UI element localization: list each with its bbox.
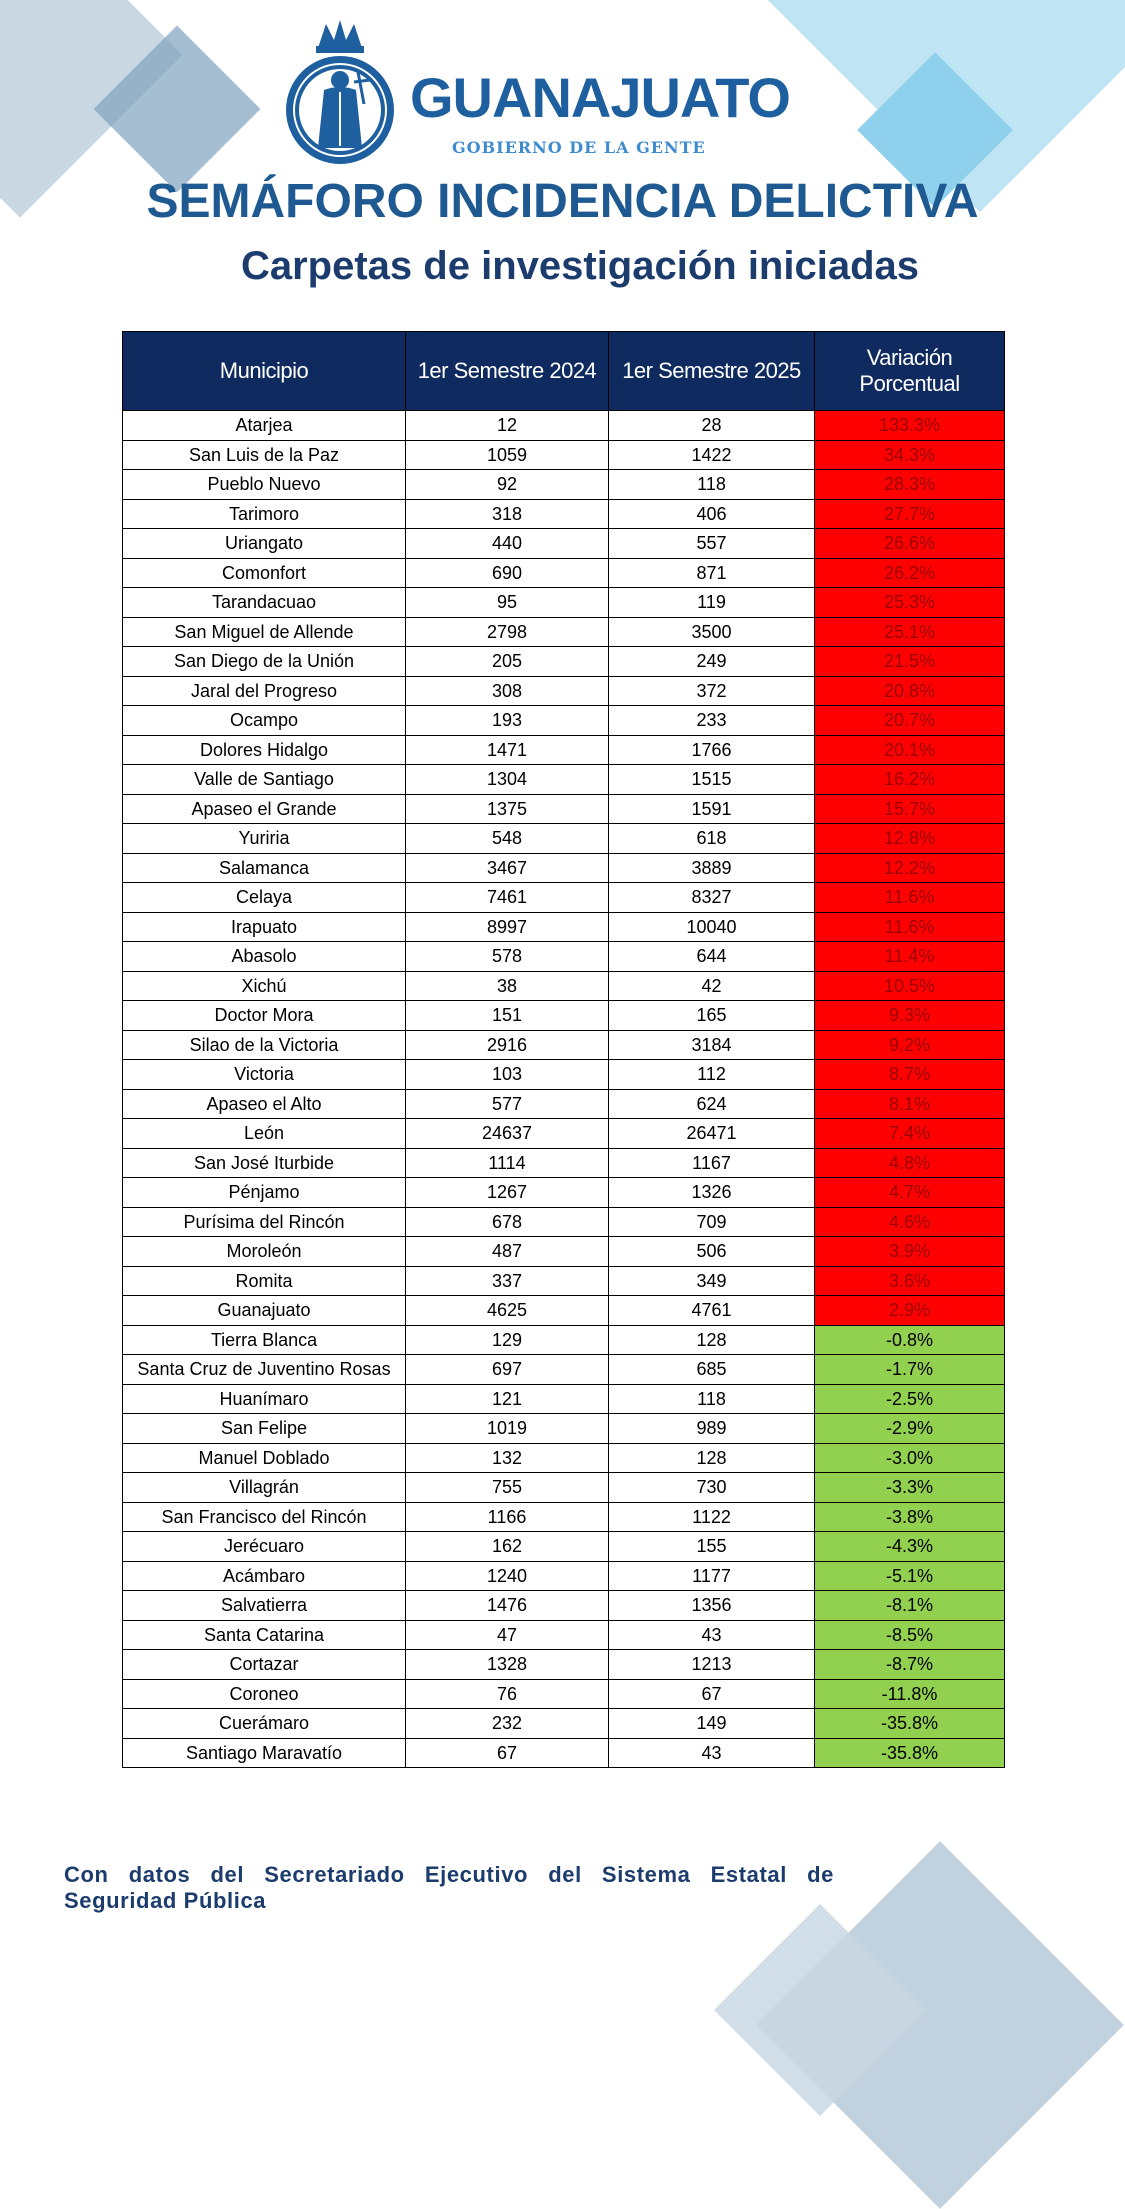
municipio-cell: Manuel Doblado: [123, 1443, 406, 1473]
table-row: [123, 1473, 1005, 1503]
municipio-cell: Salamanca: [123, 853, 406, 883]
variacion-cell: 11.6%: [815, 912, 1005, 942]
table-row: [123, 824, 1005, 854]
semestre-2025-cell: 128: [609, 1325, 815, 1355]
variacion-cell: -8.1%: [815, 1591, 1005, 1621]
table-row: [123, 1178, 1005, 1208]
table-row: [123, 942, 1005, 972]
table-row: [123, 588, 1005, 618]
table-row: [123, 706, 1005, 736]
table-row: [123, 647, 1005, 677]
variacion-cell: 25.3%: [815, 588, 1005, 618]
semestre-2024-cell: 2798: [406, 617, 609, 647]
semestre-2024-cell: 1114: [406, 1148, 609, 1178]
semestre-2024-cell: 1375: [406, 794, 609, 824]
variacion-cell: 133.3%: [815, 411, 1005, 441]
semestre-2025-cell: 249: [609, 647, 815, 677]
semestre-2024-cell: 578: [406, 942, 609, 972]
variacion-cell: 26.2%: [815, 558, 1005, 588]
semestre-2025-cell: 1766: [609, 735, 815, 765]
table-row: [123, 676, 1005, 706]
variacion-cell: -5.1%: [815, 1561, 1005, 1591]
table-row: [123, 883, 1005, 913]
variacion-cell: 20.7%: [815, 706, 1005, 736]
table-row: [123, 1001, 1005, 1031]
semestre-2024-cell: 8997: [406, 912, 609, 942]
variacion-cell: 27.7%: [815, 499, 1005, 529]
table-row: [123, 1296, 1005, 1326]
semestre-2024-cell: 162: [406, 1532, 609, 1562]
semestre-2025-cell: 644: [609, 942, 815, 972]
municipio-cell: Moroleón: [123, 1237, 406, 1267]
variacion-cell: 20.8%: [815, 676, 1005, 706]
semestre-2024-cell: 95: [406, 588, 609, 618]
municipio-cell: Jaral del Progreso: [123, 676, 406, 706]
municipio-cell: Cuerámaro: [123, 1709, 406, 1739]
variacion-cell: -3.3%: [815, 1473, 1005, 1503]
municipio-cell: Dolores Hidalgo: [123, 735, 406, 765]
variacion-cell: 8.1%: [815, 1089, 1005, 1119]
variacion-cell: -11.8%: [815, 1679, 1005, 1709]
semestre-2025-cell: 709: [609, 1207, 815, 1237]
table-row: [123, 1384, 1005, 1414]
page-title: SEMÁFORO INCIDENCIA DELICTIVA: [146, 175, 979, 228]
variacion-cell: 3.9%: [815, 1237, 1005, 1267]
municipio-cell: Silao de la Victoria: [123, 1030, 406, 1060]
table-row: [123, 1119, 1005, 1149]
semestre-2024-cell: 129: [406, 1325, 609, 1355]
semestre-2025-cell: 42: [609, 971, 815, 1001]
table-row: [123, 1709, 1005, 1739]
semestre-2025-cell: 155: [609, 1532, 815, 1562]
table-row: [123, 735, 1005, 765]
semestre-2025-cell: 3500: [609, 617, 815, 647]
municipio-cell: Villagrán: [123, 1473, 406, 1503]
semestre-2024-cell: 2916: [406, 1030, 609, 1060]
semestre-2024-cell: 1059: [406, 440, 609, 470]
page-subtitle: Carpetas de investigación iniciadas: [240, 244, 920, 288]
semestre-2025-cell: 618: [609, 824, 815, 854]
semestre-2025-cell: 624: [609, 1089, 815, 1119]
municipio-cell: Abasolo: [123, 942, 406, 972]
semestre-2024-cell: 1304: [406, 765, 609, 795]
semestre-2025-cell: 1591: [609, 794, 815, 824]
municipio-cell: Tierra Blanca: [123, 1325, 406, 1355]
semestre-2024-cell: 24637: [406, 1119, 609, 1149]
semestre-2024-cell: 1166: [406, 1502, 609, 1532]
semestre-2024-cell: 1328: [406, 1650, 609, 1680]
semestre-2024-cell: 308: [406, 676, 609, 706]
semestre-2025-cell: 3184: [609, 1030, 815, 1060]
table-row: [123, 1325, 1005, 1355]
variacion-cell: -3.8%: [815, 1502, 1005, 1532]
table-row: [123, 529, 1005, 559]
semestre-2024-cell: 1267: [406, 1178, 609, 1208]
variacion-cell: 28.3%: [815, 470, 1005, 500]
semestre-2025-cell: 1515: [609, 765, 815, 795]
table-row: [123, 1207, 1005, 1237]
table-row: [123, 1266, 1005, 1296]
semestre-2025-cell: 165: [609, 1001, 815, 1031]
table-row: [123, 1443, 1005, 1473]
source-note: Con datos del Secretariado Ejecutivo del Sistema Estatal de Seguridad Pública: [64, 1862, 834, 1913]
table-row: [123, 1650, 1005, 1680]
variacion-cell: -4.3%: [815, 1532, 1005, 1562]
semestre-2024-cell: 121: [406, 1384, 609, 1414]
semestre-2025-cell: 871: [609, 558, 815, 588]
municipio-cell: San Francisco del Rincón: [123, 1502, 406, 1532]
municipio-cell: Santiago Maravatío: [123, 1738, 406, 1768]
municipio-cell: Pueblo Nuevo: [123, 470, 406, 500]
semestre-2024-cell: 132: [406, 1443, 609, 1473]
table-row: [123, 1148, 1005, 1178]
semestre-2024-cell: 690: [406, 558, 609, 588]
municipio-cell: Coroneo: [123, 1679, 406, 1709]
semestre-2025-cell: 233: [609, 706, 815, 736]
semestre-2025-cell: 1122: [609, 1502, 815, 1532]
table-row: [123, 1089, 1005, 1119]
variacion-cell: 12.8%: [815, 824, 1005, 854]
variacion-cell: -35.8%: [815, 1738, 1005, 1768]
municipio-cell: Ocampo: [123, 706, 406, 736]
municipio-cell: Apaseo el Alto: [123, 1089, 406, 1119]
municipio-cell: Santa Catarina: [123, 1620, 406, 1650]
table-row: [123, 1679, 1005, 1709]
semestre-2024-cell: 318: [406, 499, 609, 529]
table-row: [123, 411, 1005, 441]
semestre-2025-cell: 1213: [609, 1650, 815, 1680]
table-row: [123, 1561, 1005, 1591]
variacion-cell: 9.2%: [815, 1030, 1005, 1060]
table-row: [123, 765, 1005, 795]
table-row: [123, 1030, 1005, 1060]
semestre-2025-cell: 557: [609, 529, 815, 559]
municipio-cell: Apaseo el Grande: [123, 794, 406, 824]
table-row: [123, 440, 1005, 470]
semestre-2024-cell: 67: [406, 1738, 609, 1768]
semestre-2024-cell: 4625: [406, 1296, 609, 1326]
variacion-cell: 11.4%: [815, 942, 1005, 972]
semestre-2024-cell: 755: [406, 1473, 609, 1503]
semestre-2025-cell: 4761: [609, 1296, 815, 1326]
municipio-cell: San José Iturbide: [123, 1148, 406, 1178]
variacion-cell: 11.6%: [815, 883, 1005, 913]
municipio-cell: Santa Cruz de Juventino Rosas: [123, 1355, 406, 1385]
table-row: [123, 1414, 1005, 1444]
semestre-2025-cell: 3889: [609, 853, 815, 883]
semestre-2024-cell: 3467: [406, 853, 609, 883]
table-row: [123, 558, 1005, 588]
variacion-cell: -1.7%: [815, 1355, 1005, 1385]
municipio-cell: Comonfort: [123, 558, 406, 588]
semestre-2024-cell: 1019: [406, 1414, 609, 1444]
table-row: [123, 1591, 1005, 1621]
municipio-cell: Valle de Santiago: [123, 765, 406, 795]
semestre-2024-cell: 487: [406, 1237, 609, 1267]
semestre-2025-cell: 149: [609, 1709, 815, 1739]
municipio-cell: Uriangato: [123, 529, 406, 559]
semestre-2025-cell: 406: [609, 499, 815, 529]
variacion-cell: 34.3%: [815, 440, 1005, 470]
semestre-2024-cell: 193: [406, 706, 609, 736]
variacion-cell: 20.1%: [815, 735, 1005, 765]
variacion-cell: 10.5%: [815, 971, 1005, 1001]
semestre-2024-cell: 697: [406, 1355, 609, 1385]
table-row: [123, 499, 1005, 529]
semestre-2024-cell: 678: [406, 1207, 609, 1237]
semestre-2024-cell: 337: [406, 1266, 609, 1296]
municipio-cell: Huanímaro: [123, 1384, 406, 1414]
municipio-cell: Victoria: [123, 1060, 406, 1090]
semestre-2025-cell: 119: [609, 588, 815, 618]
semestre-2025-cell: 1356: [609, 1591, 815, 1621]
semestre-2024-cell: 12: [406, 411, 609, 441]
variacion-cell: 3.6%: [815, 1266, 1005, 1296]
semestre-2024-cell: 103: [406, 1060, 609, 1090]
table-row: [123, 1738, 1005, 1768]
header-municipio: Municipio: [123, 332, 406, 411]
variacion-cell: -8.5%: [815, 1620, 1005, 1650]
variacion-cell: 21.5%: [815, 647, 1005, 677]
municipio-cell: San Miguel de Allende: [123, 617, 406, 647]
variacion-cell: 26.6%: [815, 529, 1005, 559]
semestre-2025-cell: 1177: [609, 1561, 815, 1591]
variacion-cell: 15.7%: [815, 794, 1005, 824]
variacion-cell: -2.9%: [815, 1414, 1005, 1444]
semestre-2024-cell: 548: [406, 824, 609, 854]
semestre-2025-cell: 372: [609, 676, 815, 706]
table-row: [123, 470, 1005, 500]
brand-tagline: GOBIERNO DE LA GENTE: [452, 138, 706, 157]
header-semestre-2024: 1er Semestre 2024: [406, 332, 609, 411]
semestre-2025-cell: 730: [609, 1473, 815, 1503]
municipio-cell: Romita: [123, 1266, 406, 1296]
semestre-2025-cell: 26471: [609, 1119, 815, 1149]
variacion-cell: 16.2%: [815, 765, 1005, 795]
table-row: [123, 1502, 1005, 1532]
semestre-2025-cell: 506: [609, 1237, 815, 1267]
table-row: [123, 617, 1005, 647]
semestre-2025-cell: 10040: [609, 912, 815, 942]
header-semestre-2025: 1er Semestre 2025: [609, 332, 815, 411]
table-row: [123, 1060, 1005, 1090]
variacion-cell: 8.7%: [815, 1060, 1005, 1090]
semestre-2025-cell: 8327: [609, 883, 815, 913]
municipio-cell: Xichú: [123, 971, 406, 1001]
municipio-cell: León: [123, 1119, 406, 1149]
semestre-2025-cell: 128: [609, 1443, 815, 1473]
municipio-cell: San Luis de la Paz: [123, 440, 406, 470]
table-header-row: [123, 332, 1005, 411]
guanajuato-logo: [280, 18, 790, 168]
municipio-cell: Salvatierra: [123, 1591, 406, 1621]
semestre-2024-cell: 47: [406, 1620, 609, 1650]
table-row: [123, 971, 1005, 1001]
municipio-cell: Celaya: [123, 883, 406, 913]
variacion-cell: 12.2%: [815, 853, 1005, 883]
semestre-2025-cell: 1326: [609, 1178, 815, 1208]
brand-name: GUANAJUATO: [410, 66, 790, 129]
municipio-cell: Guanajuato: [123, 1296, 406, 1326]
variacion-cell: -35.8%: [815, 1709, 1005, 1739]
municipio-cell: Atarjea: [123, 411, 406, 441]
municipio-cell: San Felipe: [123, 1414, 406, 1444]
semestre-2024-cell: 232: [406, 1709, 609, 1739]
semestre-2025-cell: 43: [609, 1738, 815, 1768]
table-row: [123, 1237, 1005, 1267]
semestre-2024-cell: 577: [406, 1089, 609, 1119]
table-row: [123, 853, 1005, 883]
semestre-2025-cell: 685: [609, 1355, 815, 1385]
variacion-cell: 4.8%: [815, 1148, 1005, 1178]
semestre-2024-cell: 151: [406, 1001, 609, 1031]
table-row: [123, 1532, 1005, 1562]
semestre-2024-cell: 7461: [406, 883, 609, 913]
municipio-cell: Acámbaro: [123, 1561, 406, 1591]
table-body: [123, 411, 1005, 1768]
semestre-2025-cell: 43: [609, 1620, 815, 1650]
semestre-2024-cell: 1240: [406, 1561, 609, 1591]
semestre-2024-cell: 440: [406, 529, 609, 559]
incidence-table: [122, 331, 1005, 1768]
semestre-2024-cell: 38: [406, 971, 609, 1001]
semestre-2024-cell: 92: [406, 470, 609, 500]
municipio-cell: Purísima del Rincón: [123, 1207, 406, 1237]
municipio-cell: Pénjamo: [123, 1178, 406, 1208]
table-row: [123, 1355, 1005, 1385]
variacion-cell: 4.6%: [815, 1207, 1005, 1237]
variacion-cell: 25.1%: [815, 617, 1005, 647]
municipio-cell: San Diego de la Unión: [123, 647, 406, 677]
semestre-2025-cell: 1167: [609, 1148, 815, 1178]
municipio-cell: Jerécuaro: [123, 1532, 406, 1562]
variacion-cell: 9.3%: [815, 1001, 1005, 1031]
variacion-cell: -2.5%: [815, 1384, 1005, 1414]
municipio-cell: Yuriria: [123, 824, 406, 854]
table-row: [123, 794, 1005, 824]
semestre-2025-cell: 28: [609, 411, 815, 441]
variacion-cell: 7.4%: [815, 1119, 1005, 1149]
municipio-cell: Tarimoro: [123, 499, 406, 529]
municipio-cell: Doctor Mora: [123, 1001, 406, 1031]
semestre-2025-cell: 112: [609, 1060, 815, 1090]
variacion-cell: -8.7%: [815, 1650, 1005, 1680]
variacion-cell: 2.9%: [815, 1296, 1005, 1326]
table-row: [123, 912, 1005, 942]
municipio-cell: Cortazar: [123, 1650, 406, 1680]
semestre-2025-cell: 1422: [609, 440, 815, 470]
state-seal-icon: [280, 18, 400, 168]
semestre-2025-cell: 989: [609, 1414, 815, 1444]
variacion-cell: -3.0%: [815, 1443, 1005, 1473]
semestre-2024-cell: 205: [406, 647, 609, 677]
municipio-cell: Irapuato: [123, 912, 406, 942]
variacion-cell: -0.8%: [815, 1325, 1005, 1355]
semestre-2025-cell: 118: [609, 1384, 815, 1414]
semestre-2025-cell: 349: [609, 1266, 815, 1296]
semestre-2024-cell: 1471: [406, 735, 609, 765]
variacion-cell: 4.7%: [815, 1178, 1005, 1208]
table-row: [123, 1620, 1005, 1650]
semestre-2025-cell: 67: [609, 1679, 815, 1709]
semestre-2025-cell: 118: [609, 470, 815, 500]
header-variacion: Variación Porcentual: [815, 332, 1005, 411]
semestre-2024-cell: 1476: [406, 1591, 609, 1621]
semestre-2024-cell: 76: [406, 1679, 609, 1709]
municipio-cell: Tarandacuao: [123, 588, 406, 618]
